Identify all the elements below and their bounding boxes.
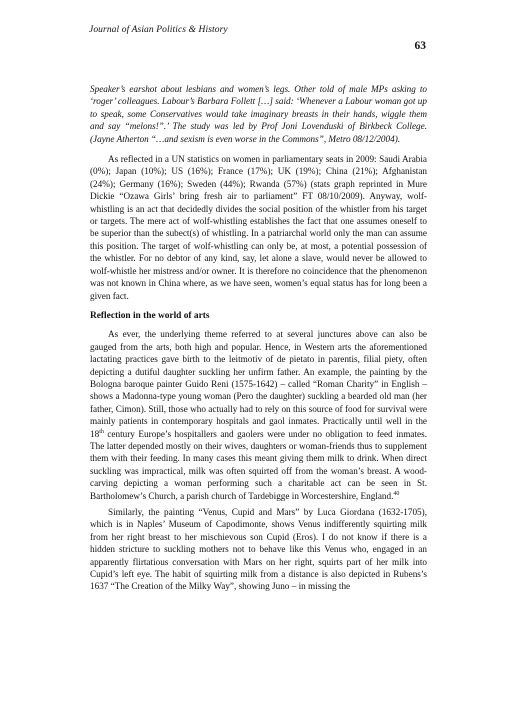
page-body: [90, 83, 427, 597]
section-heading: Reflection in the world of arts: [90, 310, 210, 321]
running-head: Journal of Asian Politics & History: [89, 25, 228, 35]
block-quote: Speaker’s earshot about lesbians and women’s legs. Other told of male MPs asking to ‘roger’ colleagues. Labour’s Barbara Follett […] said: ‘Whenever a Labour woman got up to speak, some Conservatives would take imaginary breasts in their hands, wiggle them and say “melons!”.’ The study was led by Prof Joni Lovenduski of Birkbeck College. (Jayne Atherton “…and sexism is even worse in the Commons”, Metro 08/12/2004).: [90, 84, 427, 144]
paragraph-venus-painting: Similarly, the painting “Venus, Cupid and Mars” by Luca Giordana (1632-1705), which is in Naples’ Museum of Capodimonte, shows Venus indifferently squirting milk from her right breast to her mischievous son Cupid (Eros). I do not know if there is a hidden stricture to suckling mothers not to behave like this Venus who, engaged in an apparently flirtatious conversation with Mars on her right, squirts part of her milk into Cupid’s left eye. The habit of squirting milk from a distance is also depicted in Rubens’s 1637 “The Creation of the Milky Way”, showing Juno – in missing the: [90, 507, 427, 592]
page-number: 63: [414, 40, 426, 52]
paragraph-un-statistics: As reflected in a UN statistics on women in parliamentary seats in 2009: Saudi Arabia (0%); Japan (10%); US (16%); France (17%); UK (19%); China (21%); Afghanistan (24%); Germany (16%); Sweden (44%); Rwanda (57%) (stats graph reprinted in Mure Dickie “Ozawa Girls’ bring fresh air to parliament” FT 08/10/2009). Anyway, wolf-whistling is an act that decidedly divides the social position of the whistler from his target or targets. The mere act of wolf-whistling establishes the fact that one assumes oneself to be superior than the subect(s) of whistling. In a patriarchal world only the man can assume this position. The target of wolf-whistling can only be, at most, a potential possession of the whistler. For no debtor of any kind, say, let alone a slave, would never be allowed to wolf-whistle her mistress and/or owner. It is therefore no coincidence that the phenomenon was not known in China where, as we have seen, women’s equal status has for long been a given fact.: [90, 154, 427, 301]
ordinal-suffix: th: [99, 428, 104, 435]
footnote-reference[interactable]: 40: [393, 490, 400, 497]
paragraph-text: As ever, the underlying theme referred to at several junctures above can also be gauged from the arts, both high and popular. Hence, in Western arts the aforementioned lactating practices gave birth to the leitmotiv of de pietato in parentis, filial piety, often depicting a dutiful daughter suckling her unfirm father. An example, the painting by the Bologna baroque painter Guido Reni (1575-1642) – called “Roman Charity” in English – shows a Madonna-type young woman (Pero the daughter) suckling a bearded old man (her father, Cimon). Still, those who actually had to rely on this source of food for survival were mainly patients in contemporary hospitals and gaol inmates. Practically until well in the 18: [90, 329, 427, 439]
paragraph-lactating-practices: [90, 328, 427, 502]
paragraph-text: century Europe’s hospitallers and gaolers were under no obligation to feed inmates. The latter depended mostly on their wives, daughters or woman-friends thus to supplement them with their feeding. In many cases this meant giving them milk to drink. When direct suckling was impractical, milk was often squirted off from the woman’s breast. A wood-carving depicting a woman performing such a charitable act can be seen in St. Bartholomew’s Church, a parish church of Tardebigge in Worcestershire, England.: [90, 428, 427, 501]
